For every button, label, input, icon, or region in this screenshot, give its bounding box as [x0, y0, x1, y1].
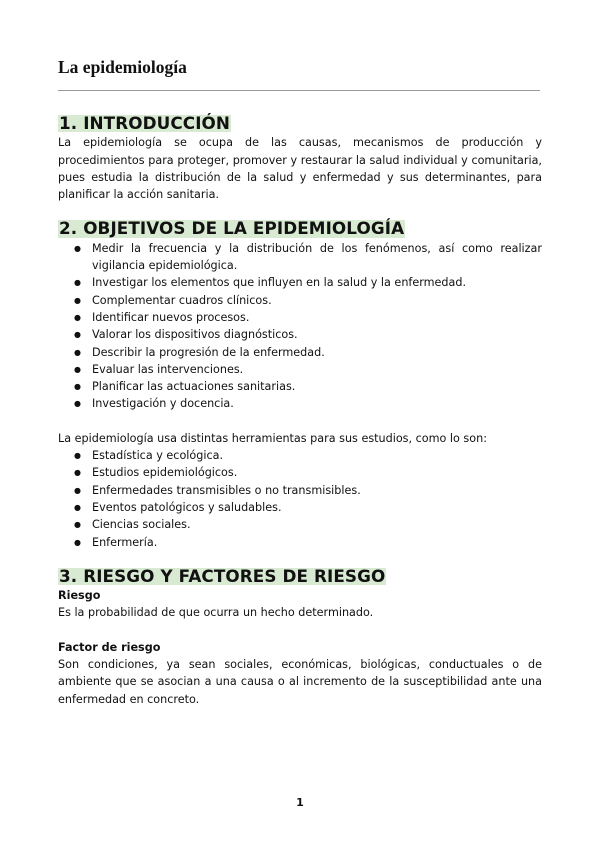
list-item: ● Enfermería. — [58, 534, 542, 551]
list-item: ● Valorar los dispositivos diagnósticos. — [58, 326, 542, 343]
list-item: ● Enfermedades transmisibles o no transmisibles. — [58, 482, 542, 499]
tools-intro-paragraph: La epidemiología usa distintas herramientas para sus estudios, como lo son: — [58, 431, 487, 445]
risk-subheading: Riesgo — [58, 589, 101, 603]
section-heading-introduction: 1. INTRODUCCIÓN — [59, 113, 231, 133]
section-introduction — [58, 115, 542, 203]
list-item: ● Medir la frecuencia y la distribución de los fenómenos, así como realizar vigilancia epidemiológica. — [58, 240, 542, 275]
list-item: ● Investigar los elementos que influyen en la salud y la enfermedad. — [58, 274, 542, 291]
page-number: 1 — [296, 796, 304, 809]
list-item: ● Planificar las actuaciones sanitarias. — [58, 378, 542, 395]
list-item: ● Investigación y docencia. — [58, 395, 542, 412]
list-item: ● Eventos patológicos y saludables. — [58, 499, 542, 516]
section-heading-risk: 3. RIESGO Y FACTORES DE RIESGO — [59, 565, 386, 586]
list-item: ● Describir la progresión de la enfermedad. — [58, 344, 542, 361]
list-item: ● Complementar cuadros clínicos. — [58, 292, 542, 309]
list-item: ● Identificar nuevos procesos. — [58, 309, 542, 326]
list-item: ● Evaluar las intervenciones. — [58, 361, 542, 378]
list-item: ● Estadística y ecológica. — [58, 447, 542, 464]
risk-factor-paragraph: Son condiciones, ya sean sociales, económicas, biológicas, conductuales o de ambiente que se asocian a una causa o al incremento de la susceptibilidad ante una enfermedad en concreto. — [58, 658, 542, 706]
title-divider — [58, 90, 540, 91]
tools-list — [58, 447, 542, 551]
list-item: ● Estudios epidemiológicos. — [58, 464, 542, 481]
section-heading-objectives: 2. OBJETIVOS DE LA EPIDEMIOLOGÍA — [59, 218, 405, 239]
objectives-list — [58, 240, 542, 413]
risk-factor-subheading: Factor de riesgo — [58, 640, 161, 654]
introduction-paragraph: La epidemiología se ocupa de las causas, mecanismos de producción y procedimientos para proteger, promover y restaurar la salud individual y comunitaria, pues estudia la distribución de la salud y enfermedad y sus determinantes, para planificar la acción sanitaria. — [58, 136, 542, 202]
section-risk — [58, 565, 542, 708]
document-body — [58, 115, 542, 708]
page-title: La epidemiología — [58, 57, 187, 77]
risk-paragraph: Es la probabilidad de que ocurra un hecho determinado. — [58, 606, 374, 620]
document-page — [58, 0, 542, 848]
list-item: ● Ciencias sociales. — [58, 516, 542, 533]
section-objectives — [58, 220, 542, 550]
